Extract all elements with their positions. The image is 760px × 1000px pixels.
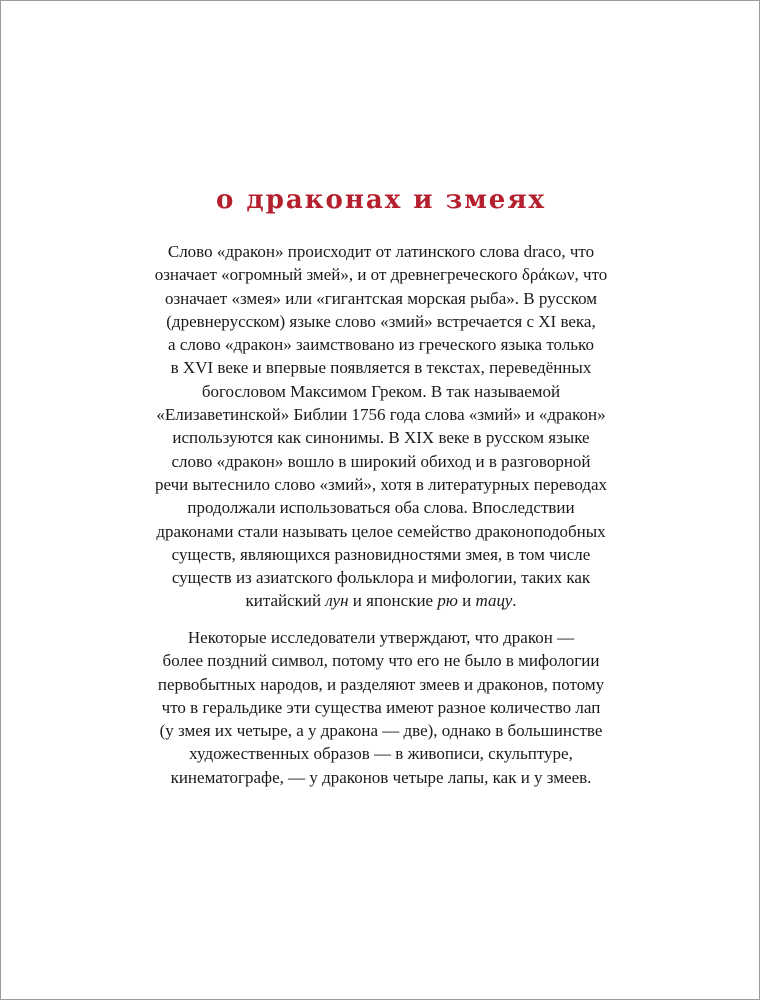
text-line: первобытных народов, и разделяют змеев и драконов, потому (157, 674, 605, 694)
term-tatsu: тацу (475, 591, 513, 611)
text-line: Слово «дракон» происходит от латинского слова draco, что (167, 242, 595, 261)
text-line: используются как синонимы. В XIX веке в русском языке (172, 428, 590, 448)
term-lun: лун (325, 591, 349, 611)
text-line: в XVI веке и впервые появляется в текстах, переведённых (170, 358, 592, 378)
text-line: художественных образов — в живописи, скульптуре, (189, 744, 573, 764)
text-line: существ из азиатского фольклора и мифологии, таких как (171, 568, 591, 588)
text-line: богословом Максимом Греком. В так называемой (201, 381, 561, 401)
paragraph-1 (131, 240, 631, 613)
text-line: (у змея их четыре, а у дракона — две), однако в большинстве (159, 721, 603, 741)
text-line: слово «дракон» вошло в широкий обиход и в разговорной (171, 451, 591, 471)
term-ryu: рю (437, 591, 458, 611)
text-line: существ, являющихся разновидностями змея, в том числе (171, 544, 591, 564)
text-line: речи вытеснило слово «змий», хотя в литературных переводах (154, 474, 608, 494)
text-line: означает «огромный змей», и от древнегреческого δράκων, что (154, 265, 608, 285)
page-title: о драконах и змеях (215, 185, 547, 215)
text-line: Некоторые исследователи утверждают, что дракон — (187, 628, 575, 647)
text-line: продолжали использоваться оба слова. Впоследствии (187, 498, 575, 518)
text-line: кинематографе, — у драконов четыре лапы, как и у змеев. (170, 767, 592, 787)
text-line: драконами стали называть целое семейство драконоподобных (156, 521, 606, 541)
text-line: означает «змея» или «гигантская морская рыба». В русском (164, 288, 598, 308)
text-line: «Елизаветинской» Библии 1756 года слова «змий» и «дракон» (156, 405, 606, 425)
paragraph-2 (131, 626, 631, 789)
text-line: более поздний символ, потому что его не было в мифологии (162, 651, 600, 671)
text-line: а слово «дракон» заимствовано из греческого языка только (168, 335, 594, 355)
text-line: китайский лун и японские рю и тацу. (245, 591, 517, 611)
text-line: что в геральдике эти существа имеют разное количество лап (161, 697, 601, 717)
text-line: (древнерусском) языке слово «змий» встречается с XI века, (166, 311, 596, 331)
